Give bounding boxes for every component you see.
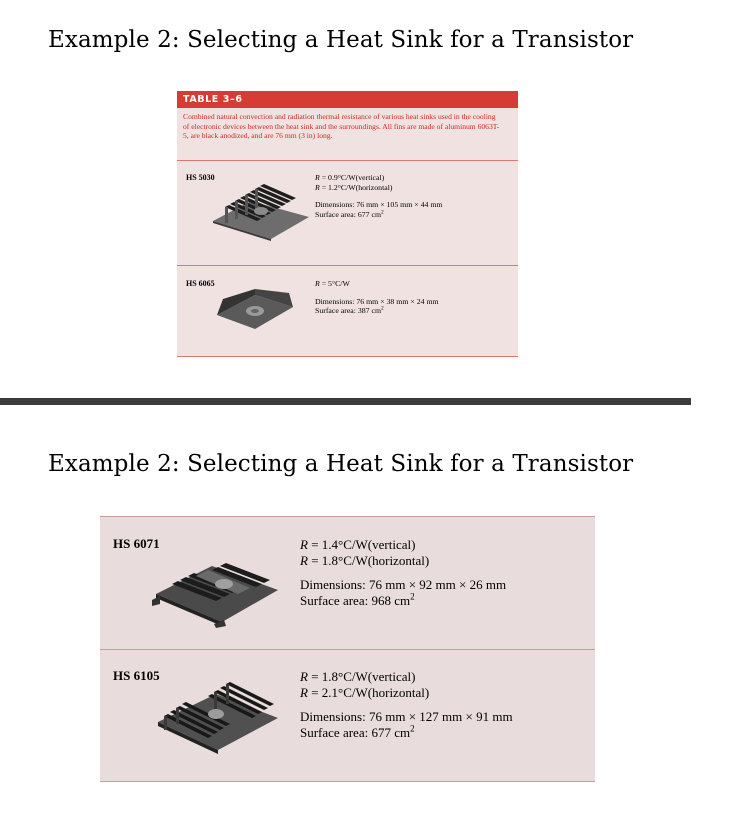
table-rule xyxy=(100,781,595,782)
heat-sink-name: HS 6105 xyxy=(113,668,160,683)
heat-sink-hs6105-image xyxy=(154,676,282,756)
heat-sink-spec: R = 1.8°C/W(vertical) R = 2.1°C/W(horizontal) Dimensions: 76 mm × 127 mm × 91 mm Surface area: 677 $cm^2$ xyxy=(300,669,513,740)
table-header: TABLE 3–6 xyxy=(177,91,518,108)
heat-sink-name: HS 6065 xyxy=(186,279,215,288)
heat-sink-spec: R = 0.9°C/W(vertical) R = 1.2°C/W(horizontal) Dimensions: 76 mm × 105 mm × 44 mm Surface area: 677 $cm^2$ xyxy=(315,173,443,219)
table-caption: Combined natural convection and radiation thermal resistance of various heat sinks used in the cooling of electronic devices between the heat sink and the surroundings. All fins are made of aluminum 6063T-5, are black anodized, and are 76 mm (3 in) long. xyxy=(183,112,500,141)
heat-sink-spec: R = 5°C/W Dimensions: 76 mm × 38 mm × 24 mm Surface area: 387 $cm^2$ xyxy=(315,279,439,316)
slide-2-title: Example 2: Selecting a Heat Sink for a Transistor xyxy=(48,451,634,477)
table-rule xyxy=(100,649,595,650)
heat-sink-name: HS 5030 xyxy=(186,173,215,182)
table-rule xyxy=(177,356,518,357)
heat-sink-hs5030-image xyxy=(211,181,311,241)
heat-sink-table-top xyxy=(177,91,518,357)
table-rule xyxy=(177,265,518,266)
heat-sink-hs6071-image xyxy=(152,546,282,626)
heat-sink-table-bottom xyxy=(100,516,595,782)
heat-sink-hs6065-image xyxy=(215,289,295,331)
slide-divider xyxy=(0,398,691,405)
slide-1-title: Example 2: Selecting a Heat Sink for a Transistor xyxy=(48,27,634,53)
heat-sink-name: HS 6071 xyxy=(113,536,160,551)
table-rule xyxy=(100,516,595,517)
heat-sink-spec: R = 1.4°C/W(vertical) R = 1.8°C/W(horizontal) Dimensions: 76 mm × 92 mm × 26 mm Surface area: 968 $cm^2$ xyxy=(300,537,507,608)
table-rule xyxy=(177,160,518,161)
